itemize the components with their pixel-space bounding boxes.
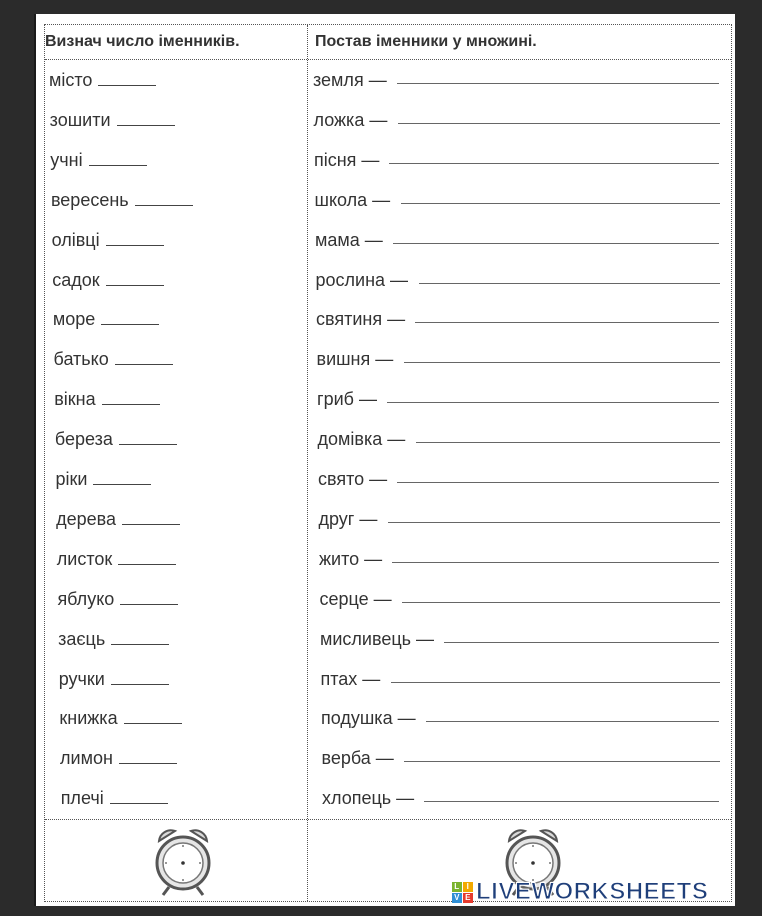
noun-word: вересень <box>50 189 129 210</box>
noun-word: батько <box>53 349 109 370</box>
right-list-item <box>321 664 724 694</box>
noun-word: мама — <box>315 229 383 250</box>
left-list-item <box>61 783 168 813</box>
answer-blank[interactable] <box>111 668 169 685</box>
answer-blank[interactable] <box>119 428 177 445</box>
answer-blank[interactable] <box>106 229 164 246</box>
left-list-item <box>57 544 177 574</box>
answer-blank[interactable] <box>102 388 160 405</box>
answer-line[interactable] <box>393 243 719 244</box>
answer-blank[interactable] <box>122 508 180 525</box>
noun-word: книжка <box>59 708 118 729</box>
noun-word: море <box>52 309 96 330</box>
answer-line[interactable] <box>415 322 719 323</box>
left-list-item <box>54 344 173 374</box>
answer-blank[interactable] <box>120 588 178 605</box>
answer-blank[interactable] <box>93 468 151 485</box>
answer-blank[interactable] <box>124 707 182 724</box>
right-list-item <box>318 464 723 494</box>
left-list-item <box>53 304 159 334</box>
answer-line[interactable] <box>444 642 719 643</box>
left-list-item <box>55 424 177 454</box>
answer-blank[interactable] <box>98 69 156 86</box>
answer-blank[interactable] <box>101 308 159 325</box>
right-list-item <box>317 344 724 374</box>
answer-line[interactable] <box>401 203 720 204</box>
worksheet <box>34 14 735 906</box>
noun-word: ручки <box>58 668 105 689</box>
liveworksheets-logo <box>452 877 708 907</box>
right-list-item <box>318 424 724 454</box>
answer-line[interactable] <box>397 83 719 84</box>
right-list-item <box>314 145 723 175</box>
noun-word: пісня — <box>314 149 380 170</box>
answer-line[interactable] <box>398 123 720 124</box>
noun-word: місто <box>49 70 93 90</box>
left-list-item <box>51 185 193 215</box>
noun-word: вікна <box>54 389 96 410</box>
left-list-item <box>56 464 152 494</box>
noun-word: домівка — <box>317 429 406 450</box>
noun-word: мисливець — <box>320 628 435 649</box>
left-list-item <box>59 703 181 733</box>
right-list-item <box>315 225 723 255</box>
noun-word: свято — <box>318 469 388 489</box>
noun-word: друг — <box>318 508 378 529</box>
answer-line[interactable] <box>389 163 719 164</box>
alarm-clock-icon <box>151 825 215 897</box>
noun-word: жито — <box>319 548 383 569</box>
noun-word: ріки <box>55 469 88 489</box>
answer-blank[interactable] <box>111 628 169 645</box>
answer-line[interactable] <box>404 362 720 363</box>
answer-line[interactable] <box>387 402 719 403</box>
noun-word: ложка — <box>313 109 388 130</box>
noun-word: садок <box>52 269 100 290</box>
noun-word: яблуко <box>57 588 115 609</box>
left-list-item <box>56 504 180 534</box>
noun-word: хлопець — <box>322 788 415 809</box>
noun-word: олівці <box>51 229 100 250</box>
answer-blank[interactable] <box>110 787 168 804</box>
noun-word: плечі <box>60 788 104 809</box>
answer-line[interactable] <box>388 522 720 523</box>
right-list-item <box>317 384 723 414</box>
left-list-item <box>57 584 178 614</box>
left-list-item <box>49 65 156 95</box>
answer-line[interactable] <box>416 442 720 443</box>
right-list-item <box>322 783 723 813</box>
column-divider <box>307 25 308 901</box>
right-list-item <box>319 544 723 574</box>
noun-word: рослина — <box>315 269 409 290</box>
answer-blank[interactable] <box>135 189 193 206</box>
right-list-item <box>321 703 723 733</box>
noun-word: береза <box>54 429 113 450</box>
answer-line[interactable] <box>419 283 720 284</box>
left-list-item <box>52 225 164 255</box>
answer-line[interactable] <box>404 761 720 762</box>
answer-line[interactable] <box>426 721 719 722</box>
left-list-item <box>50 105 175 135</box>
answer-blank[interactable] <box>106 269 164 286</box>
answer-line[interactable] <box>402 602 720 603</box>
logo-text: LIVEWORKSHEETS <box>476 878 709 905</box>
right-list-item <box>316 265 724 295</box>
left-list-item <box>50 145 146 175</box>
answer-line[interactable] <box>391 682 720 683</box>
answer-blank[interactable] <box>115 348 173 365</box>
left-list-item <box>60 743 177 773</box>
answer-line[interactable] <box>392 562 719 563</box>
left-column-heading: Визнач число іменників. <box>45 33 240 50</box>
noun-word: школа — <box>314 189 391 210</box>
right-list-item <box>316 304 723 334</box>
right-list-item <box>322 743 724 773</box>
noun-word: вишня — <box>316 349 394 370</box>
right-list-item <box>314 105 724 135</box>
answer-blank[interactable] <box>118 548 176 565</box>
noun-word: заєць <box>58 628 106 649</box>
noun-word: гриб — <box>317 389 377 410</box>
left-list-item <box>59 664 169 694</box>
noun-word: листок <box>56 548 113 569</box>
right-list-item <box>313 65 723 95</box>
noun-word: зошити <box>49 109 111 130</box>
worksheet-table <box>44 24 732 902</box>
left-list-item <box>58 624 169 654</box>
right-list-item <box>320 624 723 654</box>
noun-word: верба — <box>321 748 394 769</box>
noun-word: подушка — <box>321 708 416 729</box>
answer-blank[interactable] <box>89 149 147 166</box>
noun-word: святиня — <box>316 309 406 330</box>
noun-word: птах — <box>320 668 381 689</box>
noun-word: лимон <box>60 748 113 769</box>
right-list-item <box>315 185 724 215</box>
noun-word: серце — <box>319 588 392 609</box>
right-column-heading: Постав іменники у множині. <box>315 33 537 50</box>
noun-word: дерева <box>56 508 117 529</box>
right-list-item <box>319 504 724 534</box>
answer-blank[interactable] <box>117 109 175 126</box>
liveworksheets-mark-icon: L I V E <box>452 882 473 903</box>
left-list-item <box>52 265 163 295</box>
answer-line[interactable] <box>397 482 719 483</box>
left-list-item <box>54 384 159 414</box>
answer-line[interactable] <box>424 801 719 802</box>
right-list-item <box>320 584 724 614</box>
footer-divider <box>45 819 731 820</box>
noun-word: учні <box>50 149 83 170</box>
noun-word: земля — <box>313 70 387 90</box>
table-header <box>45 25 731 60</box>
answer-blank[interactable] <box>119 747 177 764</box>
